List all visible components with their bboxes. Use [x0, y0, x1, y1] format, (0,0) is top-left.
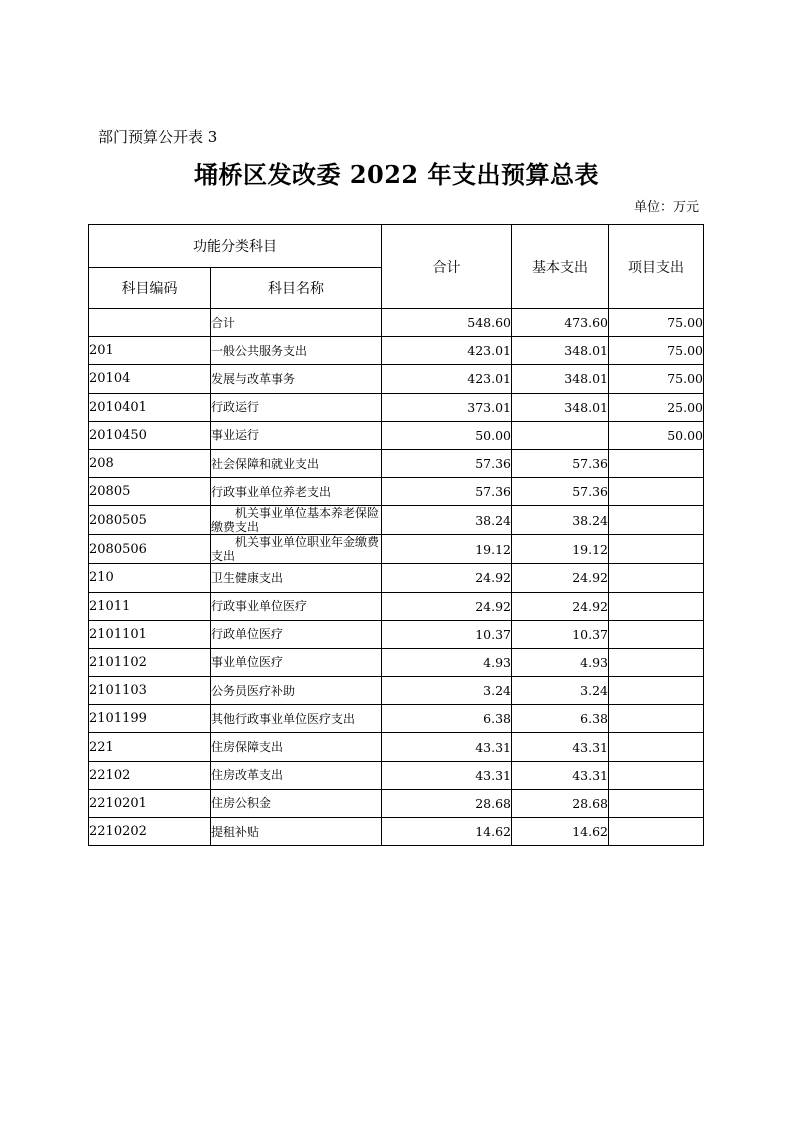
name-cell: 提租补贴: [211, 818, 382, 846]
project-cell: [609, 818, 704, 846]
name-cell: 机关事业单位职业年金缴费支出: [211, 535, 382, 564]
table-row: [89, 564, 704, 592]
name-cell: 卫生健康支出: [211, 564, 382, 592]
table-row: [89, 648, 704, 676]
project-cell: [609, 564, 704, 592]
code-cell: 2080506: [89, 535, 211, 564]
project-cell: [609, 677, 704, 705]
basic-cell: 473.60: [512, 309, 609, 337]
name-cell: 住房公积金: [211, 789, 382, 817]
project-cell: [609, 705, 704, 733]
code-cell: 2101199: [89, 705, 211, 733]
basic-cell: 57.36: [512, 449, 609, 477]
code-cell: 2080505: [89, 506, 211, 535]
code-cell: 221: [89, 733, 211, 761]
name-cell: 行政单位医疗: [211, 620, 382, 648]
budget-table: [88, 224, 704, 846]
total-cell: 24.92: [382, 564, 512, 592]
project-cell: [609, 761, 704, 789]
basic-cell: 348.01: [512, 393, 609, 421]
project-cell: [609, 733, 704, 761]
total-cell: 43.31: [382, 761, 512, 789]
total-cell: 3.24: [382, 677, 512, 705]
name-cell: 住房保障支出: [211, 733, 382, 761]
code-cell: 22102: [89, 761, 211, 789]
basic-cell: 14.62: [512, 818, 609, 846]
name-cell: 事业运行: [211, 421, 382, 449]
total-cell: 373.01: [382, 393, 512, 421]
table-row: [89, 449, 704, 477]
total-cell: 57.36: [382, 449, 512, 477]
col-header-project: 项目支出: [609, 225, 704, 309]
project-cell: [609, 620, 704, 648]
code-cell: 2210202: [89, 818, 211, 846]
code-cell: 208: [89, 449, 211, 477]
group-header: 功能分类科目: [89, 225, 382, 268]
code-cell: 20104: [89, 365, 211, 393]
project-cell: [609, 592, 704, 620]
table-row: [89, 789, 704, 817]
code-cell: 2101102: [89, 648, 211, 676]
code-cell: 2210201: [89, 789, 211, 817]
project-cell: 25.00: [609, 393, 704, 421]
name-cell: 一般公共服务支出: [211, 337, 382, 365]
code-cell: 2101103: [89, 677, 211, 705]
code-cell: 20805: [89, 478, 211, 506]
page-title: 埇桥区发改委 2022 年支出预算总表: [193, 160, 599, 189]
table-row: [89, 478, 704, 506]
basic-cell: 10.37: [512, 620, 609, 648]
total-cell: 10.37: [382, 620, 512, 648]
total-cell: 38.24: [382, 506, 512, 535]
basic-cell: 28.68: [512, 789, 609, 817]
name-cell: 其他行政事业单位医疗支出: [211, 705, 382, 733]
project-cell: 50.00: [609, 421, 704, 449]
project-cell: [609, 449, 704, 477]
name-cell: 发展与改革事务: [211, 365, 382, 393]
name-cell: 事业单位医疗: [211, 648, 382, 676]
project-cell: [609, 535, 704, 564]
total-cell: 43.31: [382, 733, 512, 761]
table-row: [89, 733, 704, 761]
total-cell: 6.38: [382, 705, 512, 733]
project-cell: 75.00: [609, 309, 704, 337]
col-header-basic: 基本支出: [512, 225, 609, 309]
project-cell: [609, 506, 704, 535]
table-row: [89, 818, 704, 846]
project-cell: [609, 789, 704, 817]
name-cell: 合计: [211, 309, 382, 337]
basic-cell: 3.24: [512, 677, 609, 705]
basic-cell: 38.24: [512, 506, 609, 535]
basic-cell: 43.31: [512, 761, 609, 789]
table-row: [89, 421, 704, 449]
table-row: [89, 705, 704, 733]
name-cell: 行政事业单位医疗: [211, 592, 382, 620]
code-cell: 210: [89, 564, 211, 592]
table-row: [89, 393, 704, 421]
code-cell: 21011: [89, 592, 211, 620]
total-cell: 50.00: [382, 421, 512, 449]
unit-label: 单位：万元: [633, 200, 699, 215]
code-cell: 2010401: [89, 393, 211, 421]
total-cell: 4.93: [382, 648, 512, 676]
basic-cell: 6.38: [512, 705, 609, 733]
total-cell: 28.68: [382, 789, 512, 817]
project-cell: 75.00: [609, 365, 704, 393]
table-row: [89, 620, 704, 648]
basic-cell: 348.01: [512, 337, 609, 365]
name-cell: 行政运行: [211, 393, 382, 421]
basic-cell: 19.12: [512, 535, 609, 564]
name-cell: 行政事业单位养老支出: [211, 478, 382, 506]
total-cell: 423.01: [382, 337, 512, 365]
basic-cell: 348.01: [512, 365, 609, 393]
col-header-name: 科目名称: [211, 268, 382, 309]
code-cell: 201: [89, 337, 211, 365]
table-row: [89, 337, 704, 365]
table-row: [89, 309, 704, 337]
code-cell: 2010450: [89, 421, 211, 449]
name-cell: 社会保障和就业支出: [211, 449, 382, 477]
table-label: 部门预算公开表 3: [98, 128, 218, 146]
basic-cell: [512, 421, 609, 449]
col-header-total: 合计: [382, 225, 512, 309]
total-cell: 24.92: [382, 592, 512, 620]
basic-cell: 24.92: [512, 564, 609, 592]
table-row: [89, 761, 704, 789]
total-cell: 57.36: [382, 478, 512, 506]
basic-cell: 57.36: [512, 478, 609, 506]
table-row: [89, 677, 704, 705]
basic-cell: 4.93: [512, 648, 609, 676]
code-cell: 2101101: [89, 620, 211, 648]
name-cell: 住房改革支出: [211, 761, 382, 789]
basic-cell: 24.92: [512, 592, 609, 620]
table-row: [89, 365, 704, 393]
project-cell: [609, 478, 704, 506]
name-cell: 机关事业单位基本养老保险缴费支出: [211, 506, 382, 535]
project-cell: [609, 648, 704, 676]
code-cell: [89, 309, 211, 337]
total-cell: 423.01: [382, 365, 512, 393]
basic-cell: 43.31: [512, 733, 609, 761]
col-header-code: 科目编码: [89, 268, 211, 309]
name-cell: 公务员医疗补助: [211, 677, 382, 705]
total-cell: 19.12: [382, 535, 512, 564]
table-row: [89, 535, 704, 564]
total-cell: 548.60: [382, 309, 512, 337]
table-row: [89, 506, 704, 535]
project-cell: 75.00: [609, 337, 704, 365]
table-row: [89, 592, 704, 620]
total-cell: 14.62: [382, 818, 512, 846]
